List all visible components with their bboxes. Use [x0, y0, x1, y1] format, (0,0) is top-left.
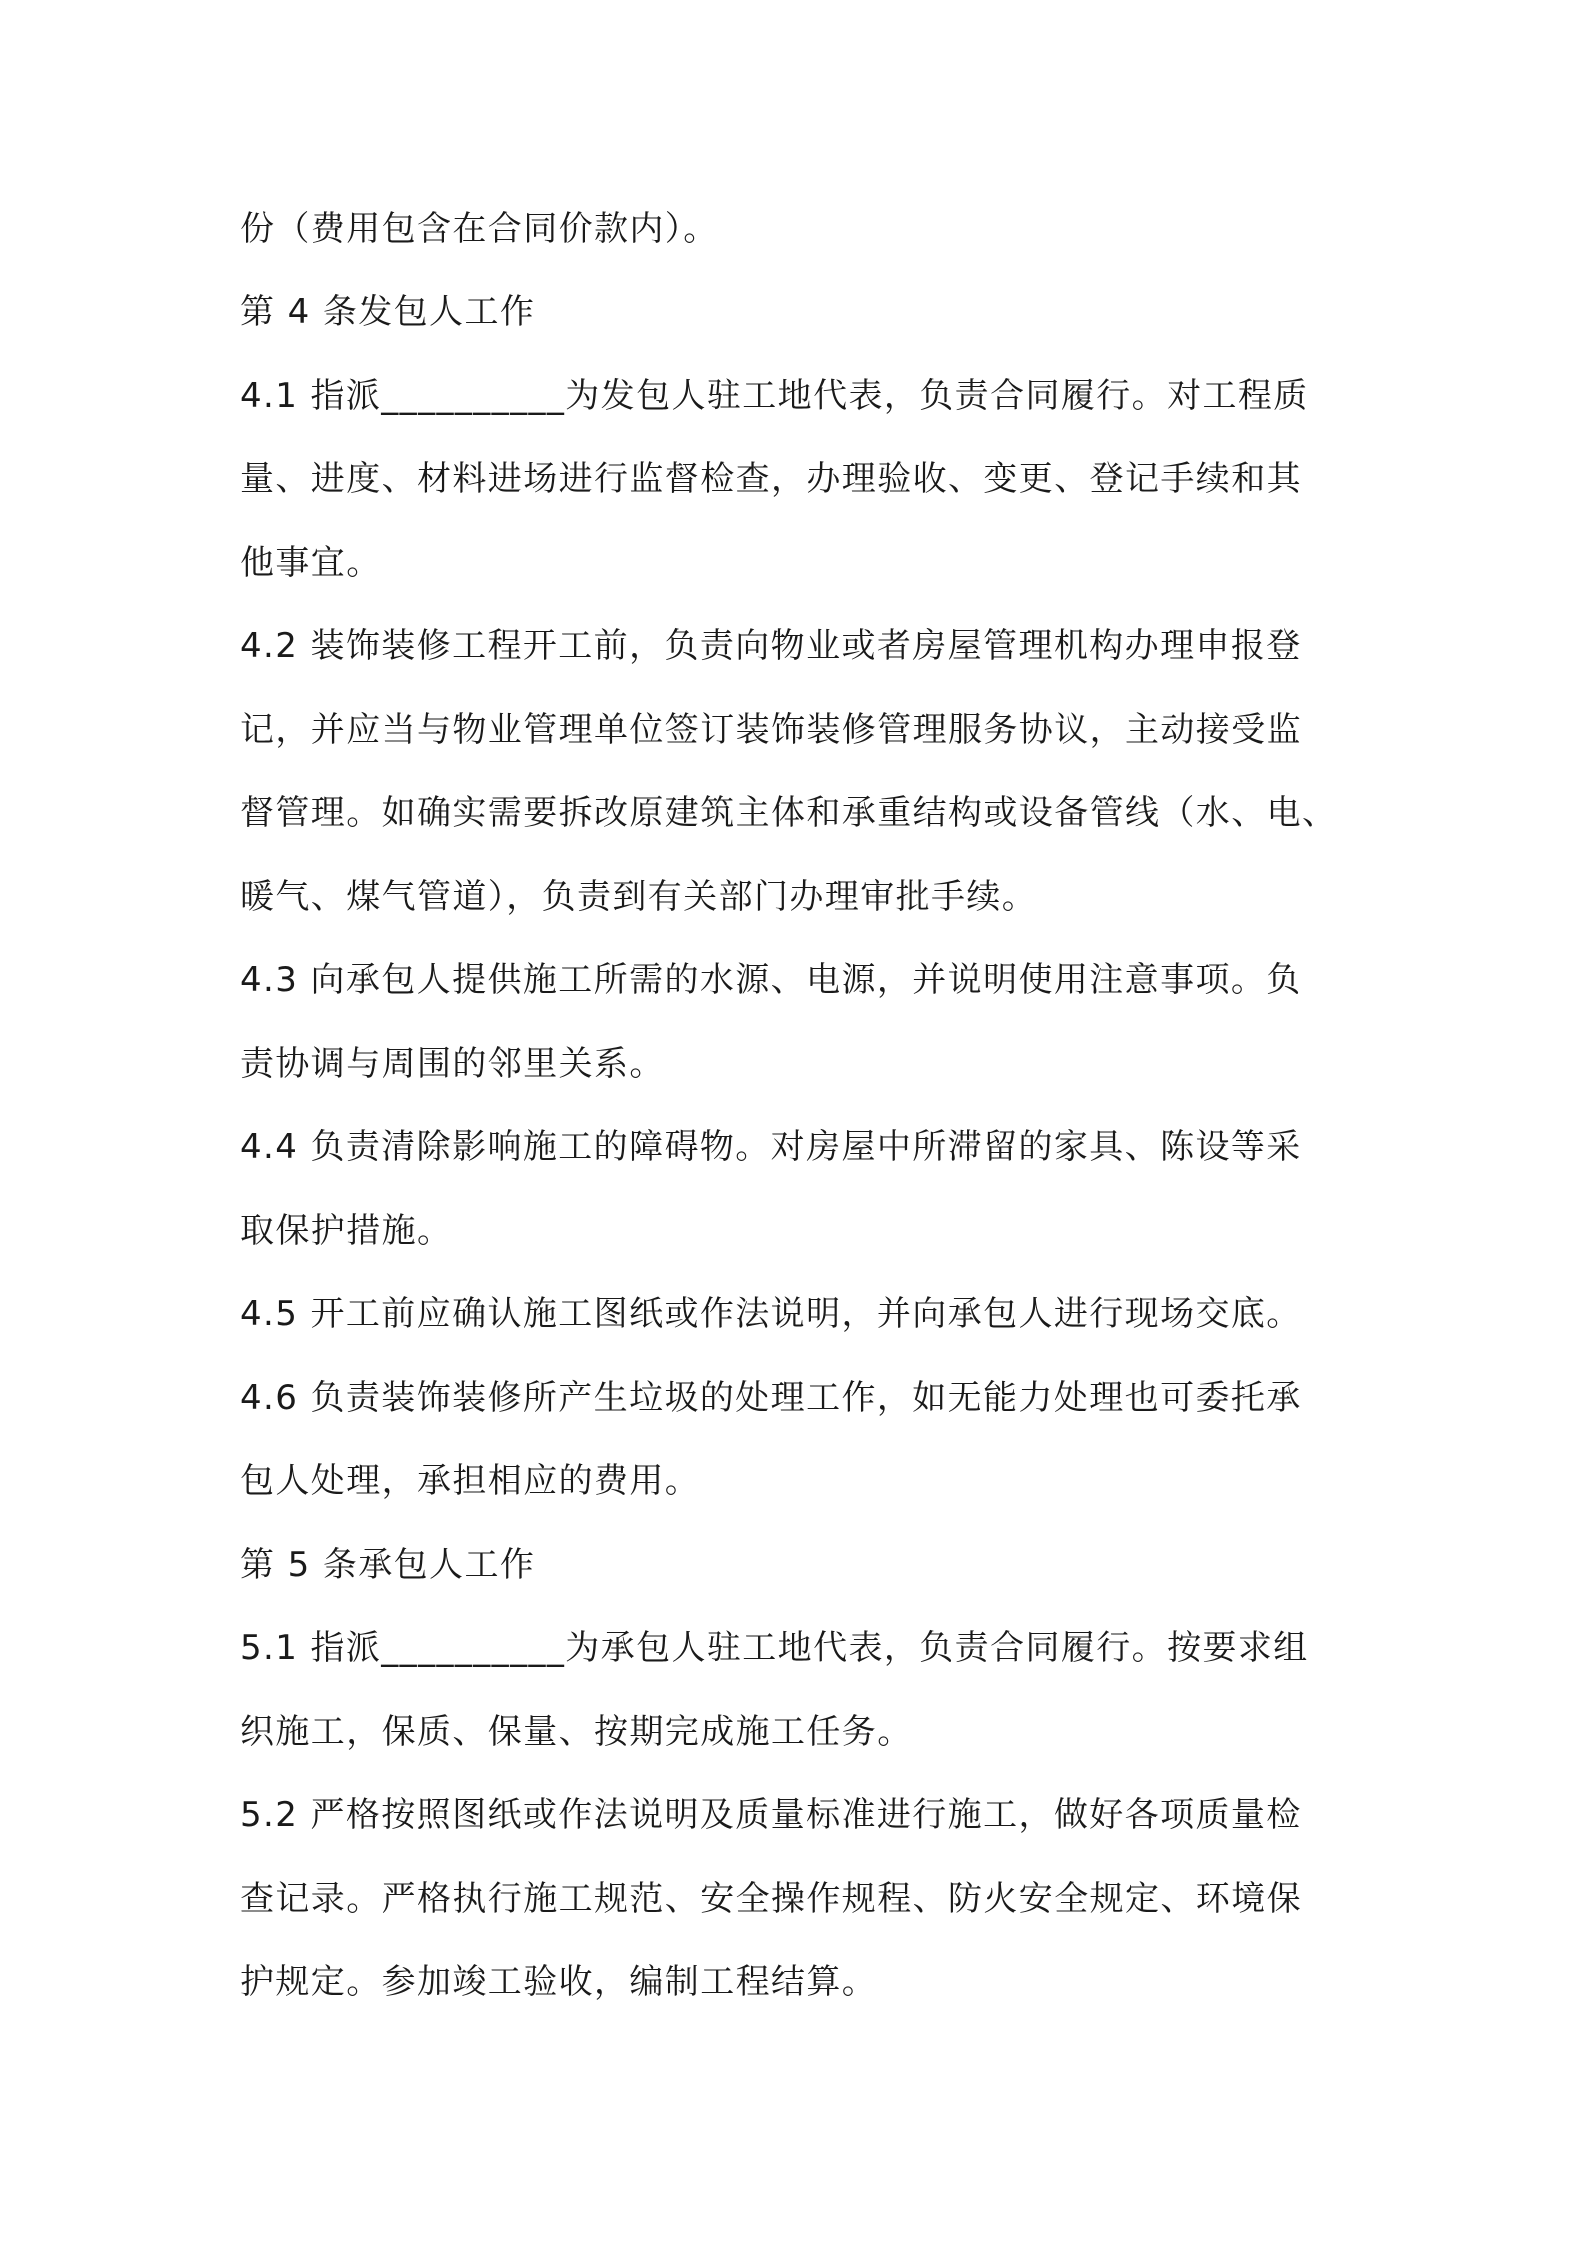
text-line: 取保护措施。 [240, 1211, 453, 1251]
text-line: 查记录。严格执行施工规范、安全操作规程、防火安全规定、环境保 [240, 1879, 1302, 1919]
text-line: 他事宜。 [240, 543, 382, 583]
text-line: 量、进度、材料进场进行监督检查，办理验收、变更、登记手续和其 [240, 459, 1302, 499]
text-line: 4.4 负责清除影响施工的障碍物。对房屋中所滞留的家具、陈设等采 [240, 1127, 1302, 1167]
text-line: 记，并应当与物业管理单位签订装饰装修管理服务协议，主动接受监 [240, 710, 1302, 750]
text-line: 5.2 严格按照图纸或作法说明及质量标准进行施工，做好各项质量检 [240, 1795, 1302, 1835]
text-line: 4.5 开工前应确认施工图纸或作法说明，并向承包人进行现场交底。 [240, 1294, 1302, 1334]
text-line: 织施工，保质、保量、按期完成施工任务。 [240, 1712, 913, 1752]
text-line: 护规定。参加竣工验收，编制工程结算。 [240, 1962, 878, 2002]
text-line: 份（费用包含在合同价款内）。 [240, 209, 719, 249]
text-line: 包人处理，承担相应的费用。 [240, 1461, 701, 1501]
text-line: 4.3 向承包人提供施工所需的水源、电源，并说明使用注意事项。负 [240, 960, 1302, 1000]
section-heading: 第 4 条发包人工作 [240, 292, 536, 332]
text-line: 责协调与周围的邻里关系。 [240, 1044, 665, 1084]
text-line: 暖气、煤气管道），负责到有关部门办理审批手续。 [240, 877, 1038, 917]
text-line: 5.1 指派__________为承包人驻工地代表，负责合同履行。按要求组 [240, 1628, 1309, 1668]
text-line: 4.6 负责装饰装修所产生垃圾的处理工作，如无能力处理也可委托承 [240, 1378, 1302, 1418]
section-heading: 第 5 条承包人工作 [240, 1545, 536, 1585]
text-line: 4.2 装饰装修工程开工前，负责向物业或者房屋管理机构办理申报登 [240, 626, 1302, 666]
text-line: 督管理。如确实需要拆改原建筑主体和承重结构或设备管线（水、电、 [240, 793, 1338, 833]
text-line: 4.1 指派__________为发包人驻工地代表，负责合同履行。对工程质 [240, 376, 1309, 416]
